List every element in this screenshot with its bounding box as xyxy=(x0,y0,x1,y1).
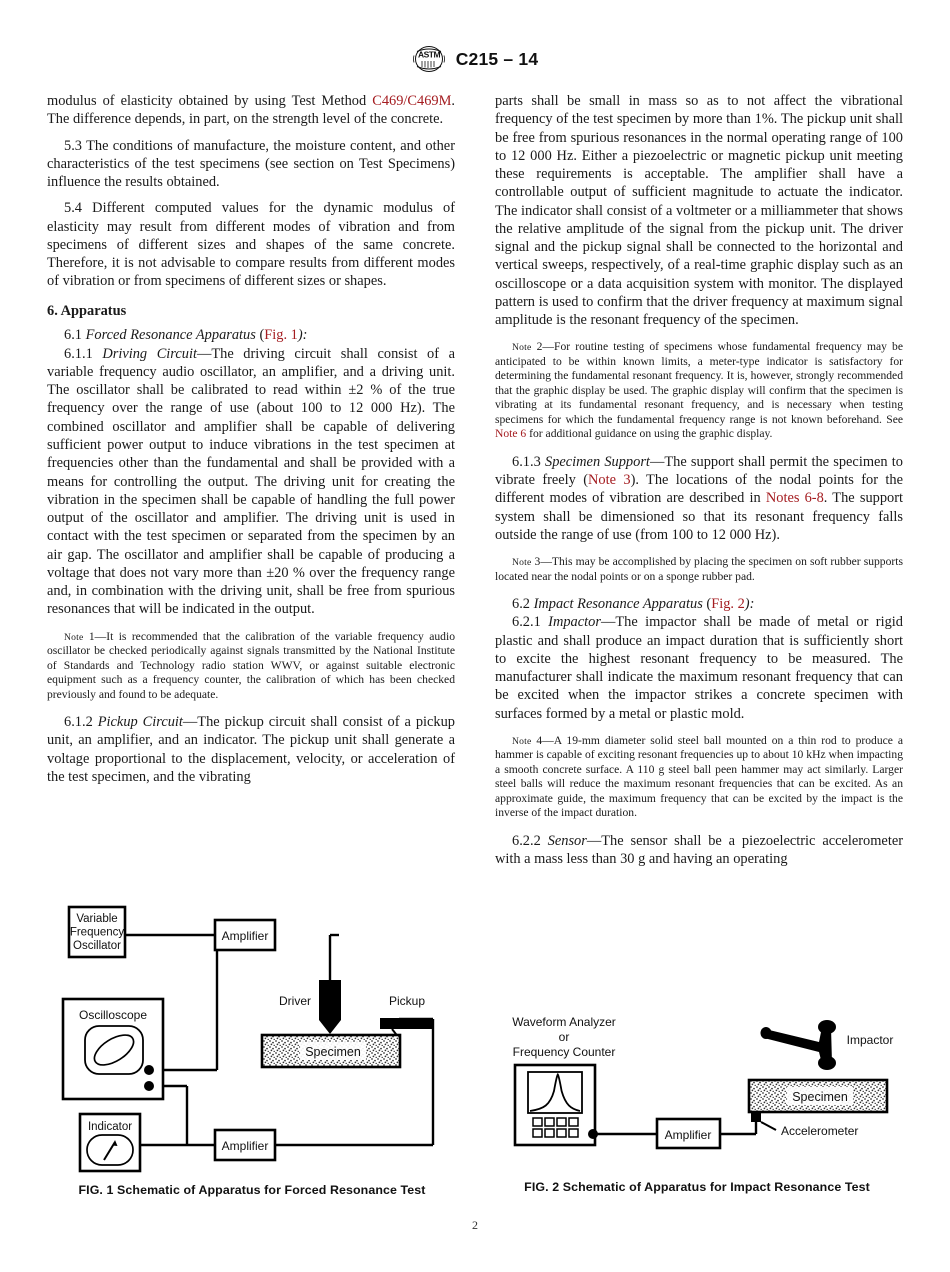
impactor-icon xyxy=(761,1020,837,1070)
note-1 xyxy=(47,630,455,702)
link-c469[interactable]: C469/C469M xyxy=(372,93,452,109)
heading-6-apparatus: 6. Apparatus xyxy=(47,302,127,319)
para-text: modulus of elasticity obtained by using Test Method xyxy=(47,93,373,109)
amplifier-box xyxy=(657,1119,720,1148)
para-text: —The impactor shall be made of metal or rigid plastic and shall produce an impact duration that is sufficiently short to excite the highest resonant frequency to be measured. The manufacturer shall indicate the maximum resonant frequency that can be excited when the impactor strikes a concrete specimen with surfaces formed by a metal or plastic mold. xyxy=(495,614,903,722)
driver-label: Driver xyxy=(279,994,311,1008)
paragraph-6-1-2 xyxy=(47,713,455,786)
note-label: Note xyxy=(64,631,84,643)
para-text: —The support shall permit the specimen to vibrate freely ( xyxy=(495,453,904,489)
para-number: 6.1.2 xyxy=(64,714,98,731)
paragraph-5-3: 5.3 The conditions of manufacture, the moisture content, and other characteristics of the test specimens (see section on Test Specimens) influence the results obtained. xyxy=(47,137,455,191)
oscilloscope-box xyxy=(63,999,163,1099)
oscilloscope-terminal-1 xyxy=(144,1065,154,1075)
pickup-label: Pickup xyxy=(388,994,426,1008)
link-fig-1[interactable]: Fig. 1 xyxy=(264,327,298,344)
specimen-block xyxy=(262,1035,400,1067)
page-number: 2 xyxy=(472,1218,478,1232)
para-title: Specimen Support xyxy=(545,453,650,470)
analyzer-label-line2: or xyxy=(558,1030,570,1044)
paragraph-5-4: 5.4 Different computed values for the dynamic modulus of elasticity may result from different modes of vibration and from specimens of different sizes and shapes of the same concrete. Therefore, it is not advisable to compare results from different modes of vibration or from specimens of different sizes or shapes. xyxy=(47,200,455,290)
para-text: . The support system shall be dimensioned so that its resonant frequency falls outside the range of use (from 100 to 12 000 Hz). xyxy=(495,490,904,543)
note-3 xyxy=(495,555,903,584)
waveform-analyzer-box xyxy=(515,1065,598,1145)
analyzer-terminal xyxy=(588,1129,598,1139)
note-label: Note xyxy=(512,342,532,354)
paragraph-6-2 xyxy=(495,595,903,613)
oscillator-label-line2: Frequency xyxy=(69,926,125,939)
note-2 xyxy=(495,340,903,441)
note-number: 3 xyxy=(531,555,541,569)
paragraph-6-1-3 xyxy=(495,453,903,544)
note-4 xyxy=(495,734,903,821)
para-number: 6.2.1 xyxy=(512,614,549,631)
specimen-label: Specimen xyxy=(792,1090,848,1104)
oscillator-box xyxy=(69,907,125,957)
amplifier-top-box xyxy=(215,920,275,950)
paragraph-6-1-2-continued: parts shall be small in mass so as to not affect the vibrational frequency of the test specimen by more than 1%. The pickup unit shall be free from spurious resonances in the normal operating range of 100 to 12 000 Hz. Either a piezoelectric or magnetic pickup unit meeting these requirements is acceptable. The amplifier shall have a controllable output of sufficient magnitude to actuate the indicator. The indicator shall consist of a voltmeter or a milliammeter that shows the relative amplitude of the signal from the pickup unit. The driver signal and the pickup signal shall be connected to the horizontal and vertical sweeps, respectively, of a real-time graphic display such as an oscilloscope or a data acquisition system with monitor. The displayed pattern is used to confirm that the driver frequency at maximum signal amplitude is the resonant frequency of the specimen. xyxy=(495,93,903,329)
amplifier-bottom-label: Amplifier xyxy=(221,1139,269,1153)
note-text: for additional guidance on using the graphic display. xyxy=(526,427,773,441)
paragraph-6-2-1 xyxy=(495,613,903,723)
para-title: Forced Resonance Apparatus xyxy=(85,327,256,344)
accelerometer-icon xyxy=(751,1112,776,1130)
page-header xyxy=(0,44,950,74)
impactor-label: Impactor xyxy=(846,1033,894,1047)
figure-2-schematic xyxy=(492,1008,902,1173)
standard-designation: C215 – 14 xyxy=(455,48,539,69)
analyzer-label-line1: Waveform Analyzer xyxy=(512,1015,616,1029)
amplifier-label: Amplifier xyxy=(664,1128,712,1142)
para-text: ( xyxy=(255,327,265,344)
para-number: 6.2.2 xyxy=(512,832,548,849)
indicator-label: Indicator xyxy=(87,1121,133,1133)
oscilloscope-screen xyxy=(85,1026,143,1074)
figure-2 xyxy=(492,1008,902,1194)
right-column xyxy=(495,92,903,868)
note-number: 4 xyxy=(531,734,543,747)
note-text: —For routine testing of specimens whose fundamental frequency may be anticipated to be within known limits, a meter-type indicator is satisfactory for determining the fundamental resonant frequency. It is, however, strongly recommended that the graphic display be used. The graphic display will confirm that the specimen is vibrating at its fundamental resonant frequency, and is necessary when testing specimens for which the fundamental frequency range is not known beforehand. See xyxy=(495,340,903,426)
para-text: ): xyxy=(744,596,755,613)
para-text: —The driving circuit shall consist of a variable frequency audio oscillator, an amplifier, and a driving unit. The oscillator shall be calibrated to read within ±2 % of the true frequency over the range of use (about 100 to 12 000 Hz). The combined oscillator and amplifier shall be capable of delivering sufficient power output to induce vibrations in the test specimen at frequencies other than the fundamental and shall be provided with a means for controlling the output. The driving unit for creating the vibration in the specimen shall be capable of handling the full power output of the oscillator and amplifier. The driving unit is used in contact with the test specimen or separated from the specimen by an air gap. The oscillator and amplifier shall be capable of producing a voltage that does not vary more than ±20 % over the frequency range and, in combination with the driving unit, shall be free from spurious resonances that will be indicated in the output. xyxy=(47,345,455,618)
para-text: . The difference depends, in part, on the strength level of the concrete. xyxy=(47,93,455,128)
para-text: ): xyxy=(297,327,308,344)
figure-1-schematic xyxy=(47,902,457,1174)
link-notes-6-8[interactable]: Notes 6-8 xyxy=(765,490,824,507)
para-text: ). The locations of the nodal points for the different modes of vibration are described in xyxy=(495,472,903,507)
para-number: 6.2 xyxy=(512,596,534,613)
note-label: Note xyxy=(512,736,532,747)
analyzer-screen xyxy=(528,1072,582,1113)
para-title: Impact Resonance Apparatus xyxy=(533,596,703,613)
para-number: 6.1 xyxy=(64,327,86,344)
note-label: Note xyxy=(512,557,532,569)
specimen-block xyxy=(749,1080,887,1112)
para-text: —The sensor shall be a piezoelectric accelerometer with a mass less than 30 g and having an operating xyxy=(495,832,903,868)
amplifier-bottom-box xyxy=(215,1130,275,1160)
para-title: Driving Circuit xyxy=(102,345,197,362)
para-text: ( xyxy=(702,596,712,613)
para-title: Sensor xyxy=(547,832,587,849)
para-title: Impactor xyxy=(548,614,601,631)
analyzer-label-line3: Frequency Counter xyxy=(512,1045,616,1059)
oscillator-label-line3: Oscillator xyxy=(73,940,121,952)
para-text: —The pickup circuit shall consist of a pickup unit, an amplifier, and an indicator. The pickup unit shall generate a voltage proportional to the displacement, velocity, or acceleration of the test specimen, and the vibrating xyxy=(47,714,455,785)
link-note-6[interactable]: Note 6 xyxy=(495,427,527,441)
paragraph-5-2-continued xyxy=(47,92,455,129)
figure-2-caption: FIG. 2 Schematic of Apparatus for Impact Resonance Test xyxy=(524,1180,870,1194)
oscilloscope-terminal-2 xyxy=(144,1081,154,1091)
note-number: 2 xyxy=(531,340,543,354)
note-number: 1 xyxy=(83,629,95,643)
astm-logo-icon xyxy=(412,44,446,74)
paragraph-6-2-2 xyxy=(495,832,903,869)
para-title: Pickup Circuit xyxy=(97,714,183,731)
specimen-label: Specimen xyxy=(305,1045,361,1059)
left-column xyxy=(47,92,455,868)
two-column-body xyxy=(47,92,903,868)
indicator-box xyxy=(80,1114,140,1171)
accelerometer-label: Accelerometer xyxy=(781,1124,859,1138)
note-text: —A 19-mm diameter solid steel ball mounted on a thin rod to produce a hammer is capable of exciting resonant frequencies up to about 10 kHz when impacting a smooth concrete surface. A 110 g steel ball peen hammer may act similarly. Larger steel balls will reduce the maximum resonant frequencies that can be excited. As an approximate guide, the maximum frequency that can be excited by the impact is the inverse of the impact duration. xyxy=(495,734,903,820)
svg-text:ASTM: ASTM xyxy=(417,49,440,60)
driver-icon xyxy=(319,980,341,1034)
figure-1-caption: FIG. 1 Schematic of Apparatus for Forced Resonance Test xyxy=(78,1183,426,1197)
paragraph-6-1-1 xyxy=(47,345,455,619)
note-text: —It is recommended that the calibration of the variable frequency audio oscillator be checked periodically against signals transmitted by the National Institute of Standards and Technology radio station WWV, or against suitable electronic equipment such as a frequency counter, the calibration of which has been checked previously and found to be adequate. xyxy=(47,629,455,701)
paragraph-6-1 xyxy=(47,326,455,344)
oscilloscope-label: Oscilloscope xyxy=(78,1008,148,1022)
para-number: 6.1.3 xyxy=(512,453,545,470)
para-number: 6.1.1 xyxy=(64,345,103,362)
amplifier-top-label: Amplifier xyxy=(221,929,269,943)
link-note-3[interactable]: Note 3 xyxy=(588,472,631,489)
figure-1 xyxy=(47,902,457,1197)
note-text: —This may be accomplished by placing the specimen on soft rubber supports located near the nodal points or on a sponge rubber pad. xyxy=(495,555,903,583)
link-fig-2[interactable]: Fig. 2 xyxy=(711,596,745,613)
oscillator-label-line1: Variable xyxy=(76,913,118,925)
